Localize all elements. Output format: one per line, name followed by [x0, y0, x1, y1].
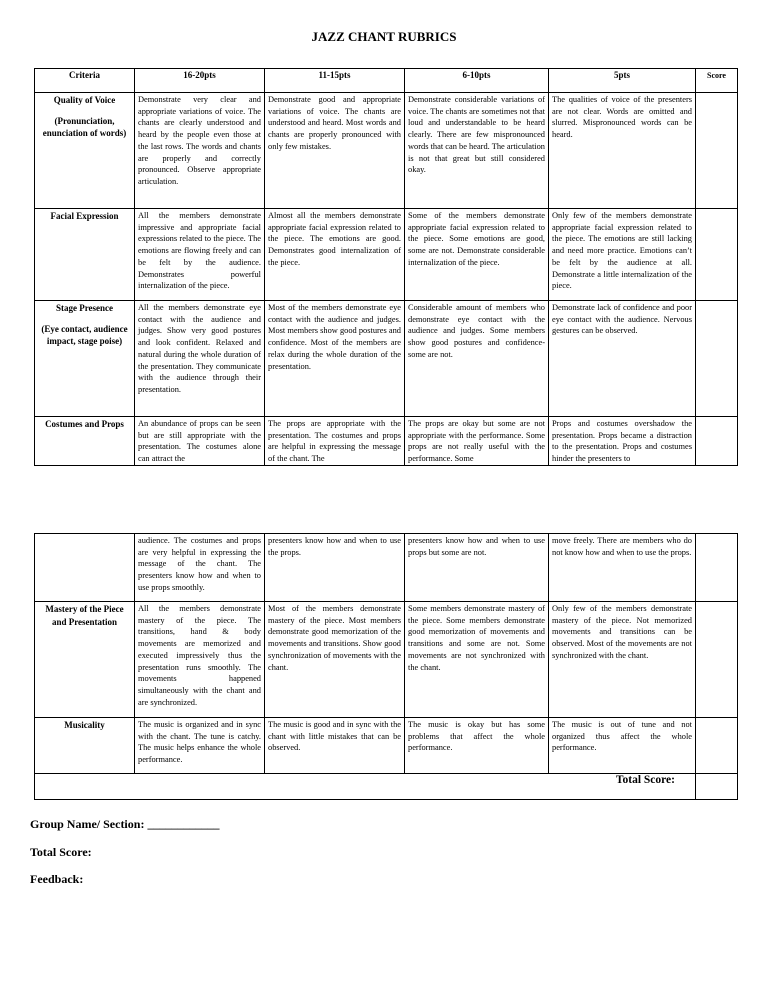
- criteria-cell: [35, 301, 135, 417]
- criteria-cell: [35, 718, 135, 774]
- total-score-footer-label: Total Score:: [30, 845, 92, 859]
- header-row: [35, 69, 738, 93]
- criteria-label: Musicality: [64, 720, 105, 730]
- descriptor-5: Demonstrate lack of confidence and poor eye contact with the audience. Nervous gestures can be observed.: [549, 301, 696, 417]
- descriptor-5: The music is out of tune and not organized thus affect the whole performance.: [549, 718, 696, 774]
- descriptor-16-20: An abundance of props can be seen but are still appropriate with the presentation. The costumes alone can attract the: [135, 417, 265, 466]
- criteria-sublabel: (Eye contact, audience impact, stage poise): [41, 323, 128, 346]
- descriptor-5: Only few of the members demonstrate mastery of the piece. Not memorized movements and transitions can be observed. Most of the movements are not synchronized with the chant.: [549, 602, 696, 718]
- criteria-label: Costumes and Props: [45, 419, 124, 429]
- descriptor-16-20: All the members demonstrate mastery of the piece. The transitions, hand & body movements are memorized and executed impressively thus the presentation runs smoothly. The movements happened simultaneously with the chant and are synchronized.: [135, 602, 265, 718]
- descriptor-6-10: The props are okay but some are not appropriate with the performance. Some props are not really useful with the performance. Some: [405, 417, 549, 466]
- descriptor-11-15: Demonstrate good and appropriate variations of voice. The chants are understood and heard. Most words and chants are properly pronounced with only few mistakes.: [265, 93, 405, 209]
- total-score-label: Total Score:: [35, 774, 696, 800]
- header-criteria: Criteria: [35, 69, 135, 93]
- rubric-table-part1: [34, 68, 738, 466]
- header-score: Score: [696, 69, 738, 93]
- score-cell[interactable]: [696, 301, 738, 417]
- criteria-label: Facial Expression: [50, 211, 119, 221]
- criteria-cell: [35, 209, 135, 301]
- score-cell[interactable]: [696, 718, 738, 774]
- descriptor-5: move freely. There are members who do not know how and when to use the props.: [549, 534, 696, 602]
- descriptor-11-15: The music is good and in sync with the chant with little mistakes that can be observed.: [265, 718, 405, 774]
- rubric-table-part2: [34, 533, 738, 800]
- score-cell[interactable]: [696, 602, 738, 718]
- row-quality-of-voice: [35, 93, 738, 209]
- descriptor-6-10: Considerable amount of members who demonstrate eye contact with the audience and judges. Some members show good postures and confidence- some are not.: [405, 301, 549, 417]
- criteria-label: Stage Presence: [55, 303, 114, 313]
- criteria-cell: [35, 93, 135, 209]
- row-stage-presence: [35, 301, 738, 417]
- descriptor-11-15: Almost all the members demonstrate appropriate facial expression related to the piece. The emotions are good. Demonstrates good internalization of the piece.: [265, 209, 405, 301]
- descriptor-16-20: audience. The costumes and props are very helpful in expressing the message of the chant. The presenters know how and when to use props smoothly.: [135, 534, 265, 602]
- row-costumes-and-props-continued: [35, 534, 738, 602]
- criteria-label: Quality of Voice: [53, 95, 116, 105]
- descriptor-11-15: The props are appropriate with the presentation. The costumes and props are helpful in expressing the message of the chant. The: [265, 417, 405, 466]
- descriptor-11-15: presenters know how and when to use the props.: [265, 534, 405, 602]
- descriptor-6-10: Some of the members demonstrate appropriate facial expression related to the piece. Some emotions are good, some are not. Demonstrate considerable internalization of the piece.: [405, 209, 549, 301]
- header-16-20pts: 16-20pts: [135, 69, 265, 93]
- descriptor-16-20: The music is organized and in sync with the chant. The tune is catchy. The music helps enhance the whole performance.: [135, 718, 265, 774]
- descriptor-16-20: All the members demonstrate impressive and appropriate facial expressions related to the piece. The emotions are flowing freely and can be felt by the audience. Demonstrates powerful internalization of the piece.: [135, 209, 265, 301]
- descriptor-5: The qualities of voice of the presenters are not clear. Words are omitted and slurred. Mispronounced words can be heard.: [549, 93, 696, 209]
- descriptor-6-10: The music is okay but has some problems that affect the whole performance.: [405, 718, 549, 774]
- score-cell[interactable]: [696, 209, 738, 301]
- row-musicality: [35, 718, 738, 774]
- row-mastery-of-the-piece: [35, 602, 738, 718]
- descriptor-11-15: Most of the members demonstrate eye contact with the audience and judges. Most members show good postures and confidence. Most of the members are relax during the whole duration of the presentation.: [265, 301, 405, 417]
- group-name-field[interactable]: Group Name/ Section: ____________: [30, 817, 220, 831]
- criteria-label: Mastery of the Piece and Presentation: [45, 604, 124, 627]
- descriptor-6-10: Some members demonstrate mastery of the piece. Some members demonstrate good memorization of movements and transitions and some are not. Some movements are not synchronized with the chant.: [405, 602, 549, 718]
- score-cell[interactable]: [696, 534, 738, 602]
- descriptor-6-10: presenters know how and when to use props but some are not.: [405, 534, 549, 602]
- descriptor-6-10: Demonstrate considerable variations of voice. The chants are sometimes not that loud and understandable to be heard clearly. There are few mispronounced words that can be heard. The articulation is not that great but still considered okay.: [405, 93, 549, 209]
- descriptor-5: Only few of the members demonstrate appropriate facial expression related to the piece. The emotions are still lacking and need more practice. Emotions can’t be felt by the audience at all. Demonstrate a little internalization of the piece.: [549, 209, 696, 301]
- criteria-cell: [35, 417, 135, 466]
- criteria-sublabel: (Pronunciation, enunciation of words): [42, 115, 127, 138]
- descriptor-11-15: Most of the members demonstrate mastery of the piece. Most members demonstrate good memorization of the movements and transitions. Show good synchronization of movements with the chant.: [265, 602, 405, 718]
- descriptor-16-20: All the members demonstrate eye contact with the audience and judges. Show very good postures and look confident. Relaxed and natural during the whole duration of the presentation. They communicate with the audience through their presentation.: [135, 301, 265, 417]
- total-score-row: [35, 774, 738, 800]
- total-score-cell[interactable]: [696, 774, 738, 800]
- descriptor-16-20: Demonstrate very clear and appropriate variations of voice. The chants are clearly understood and heard by the people even those at the last rows. The words and chants are properly and correctly pronounced. Observe appropriate articulation.: [135, 93, 265, 209]
- criteria-cell: [35, 602, 135, 718]
- score-cell[interactable]: [696, 417, 738, 466]
- header-11-15pts: 11-15pts: [265, 69, 405, 93]
- header-6-10pts: 6-10pts: [405, 69, 549, 93]
- score-cell[interactable]: [696, 93, 738, 209]
- criteria-cell: [35, 534, 135, 602]
- row-costumes-and-props: [35, 417, 738, 466]
- descriptor-5: Props and costumes overshadow the presentation. Props became a distraction to the presentation. Props and costumes hinder the presenters to: [549, 417, 696, 466]
- feedback-label: Feedback:: [30, 872, 84, 886]
- header-5pts: 5pts: [549, 69, 696, 93]
- page-title: JAZZ CHANT RUBRICS: [311, 29, 457, 44]
- row-facial-expression: [35, 209, 738, 301]
